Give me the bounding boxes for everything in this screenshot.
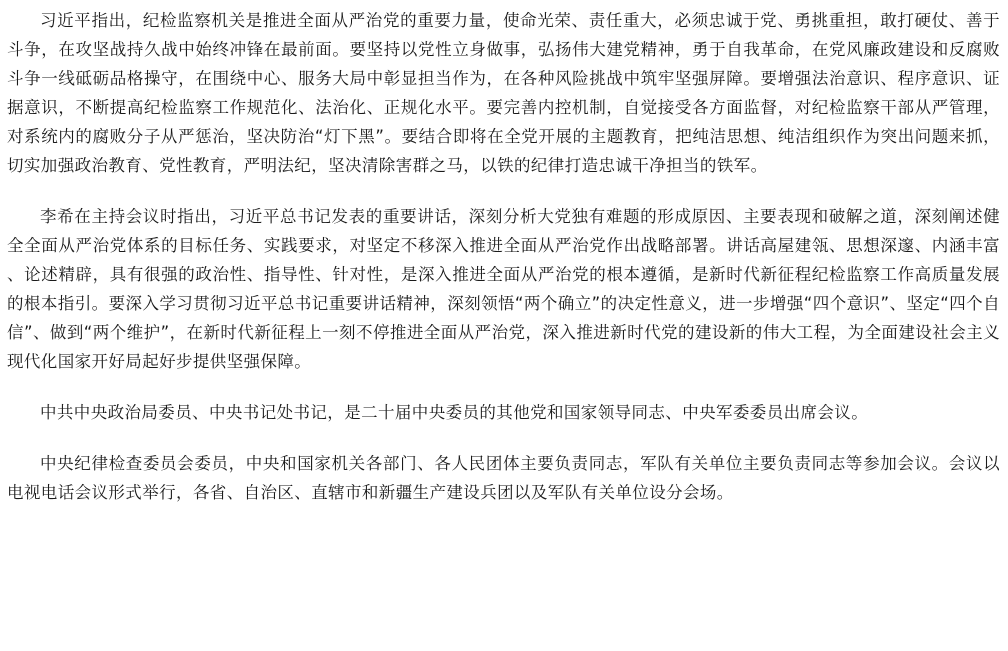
- paragraph-li-xi-remarks: 李希在主持会议时指出，习近平总书记发表的重要讲话，深刻分析大党独有难题的形成原因、主要表现和破解之道，深刻阐述健全全面从严治党体系的目标任务、实践要求，对坚定不移深入推进全面从严治党作出战略部署。讲话高屋建瓴、思想深邃、内涵丰富、论述精辟，具有很强的政治性、指导性、针对性，是深入推进全面从严治党的根本遵循，是新时代新征程纪检监察工作高质量发展的根本指引。要深入学习贯彻习近平总书记重要讲话精神，深刻领悟“两个确立”的决定性意义，进一步增强“四个意识”、坚定“四个自信”、做到“两个维护”，在新时代新征程上一刻不停推进全面从严治党，深入推进新时代党的建设新的伟大工程，为全面建设社会主义现代化国家开好局起好步提供坚强保障。: [7, 207, 1000, 371]
- paragraph-xi-remarks: 习近平指出，纪检监察机关是推进全面从严治党的重要力量，使命光荣、责任重大，必须忠诚于党、勇挑重担，敢打硬仗、善于斗争，在攻坚战持久战中始终冲锋在最前面。要坚持以党性立身做事，弘扬伟大建党精神，勇于自我革命，在党风廉政建设和反腐败斗争一线砥砺品格操守，在围绕中心、服务大局中彰显担当作为，在各种风险挑战中筑牢坚强屏障。要增强法治意识、程序意识、证据意识，不断提高纪检监察工作规范化、法治化、正规化水平。要完善内控机制，自觉接受各方面监督，对纪检监察干部从严管理，对系统内的腐败分子从严惩治，坚决防治“灯下黑”。要结合即将在全党开展的主题教育，把纯洁思想、纯洁组织作为突出问题来抓，切实加强政治教育、党性教育，严明法纪，坚决清除害群之马，以铁的纪律打造忠诚干净担当的铁军。: [7, 11, 1000, 175]
- paragraph-attendees-format: 中央纪律检查委员会委员，中央和国家机关各部门、各人民团体主要负责同志，军队有关单位主要负责同志等参加会议。会议以电视电话会议形式举行，各省、自治区、直辖市和新疆生产建设兵团以及军队有关单位设分会场。: [7, 454, 1000, 502]
- paragraph-attendees-leaders: 中共中央政治局委员、中央书记处书记，是二十届中央委员的其他党和国家领导同志、中央军委委员出席会议。: [40, 403, 869, 422]
